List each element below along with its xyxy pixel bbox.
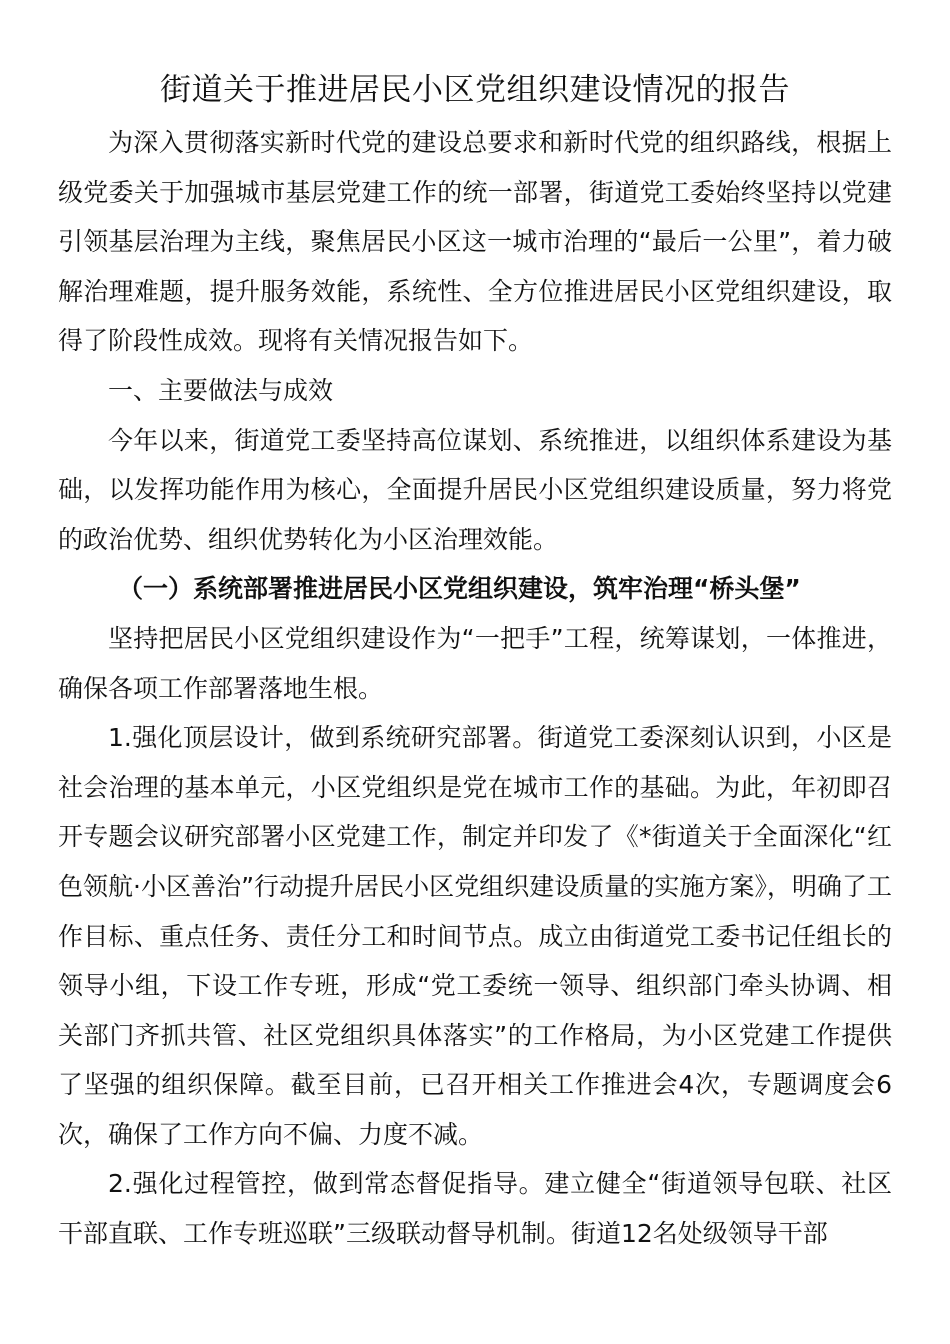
subsection-body-paragraph: 坚持把居民小区党组织建设作为“一把手”工程，统筹谋划，一体推进，确保各项工作部署落地生根。: [58, 623, 892, 703]
section-heading: 一、主要做法与成效: [108, 375, 334, 405]
intro-paragraph: 为深入贯彻落实新时代党的建设总要求和新时代党的组织路线，根据上级党委关于加强城市基层党建工作的统一部署，街道党工委始终坚持以党建引领基层治理为主线，聚焦居民小区这一城市治理的“最后一公里”，着力破解治理难题，提升服务效能，系统性、全方位推进居民小区党组织建设，取得了阶段性成效。现将有关情况报告如下。: [58, 128, 892, 356]
subsection-heading: （一）系统部署推进居民小区党组织建设，筑牢治理“桥头堡”: [118, 574, 801, 604]
item-2-paragraph: 2.强化过程管控，做到常态督促指导。建立健全“街道领导包联、社区干部直联、工作专班巡联”三级联动督导机制。街道12名处级领导干部: [58, 1169, 892, 1249]
document-title: 街道关于推进居民小区党组织建设情况的报告: [160, 72, 790, 108]
section-body-paragraph: 今年以来，街道党工委坚持高位谋划、系统推进，以组织体系建设为基础，以发挥功能作用为核心，全面提升居民小区党组织建设质量，努力将党的政治优势、组织优势转化为小区治理效能。: [58, 425, 892, 554]
item-1-paragraph: 1.强化顶层设计，做到系统研究部署。街道党工委深刻认识到，小区是社会治理的基本单元，小区党组织是党在城市工作的基础。为此，年初即召开专题会议研究部署小区党建工作，制定并印发了《*街道关于全面深化“红色领航·小区善治”行动提升居民小区党组织建设质量的实施方案》，明确了工作目标、重点任务、责任分工和时间节点。成立由街道党工委书记任组长的领导小组，下设工作专班，形成“党工委统一领导、组织部门牵头协调、相关部门齐抓共管、社区党组织具体落实”的工作格局，为小区党建工作提供了坚强的组织保障。截至目前，已召开相关工作推进会4次，专题调度会6次，确保了工作方向不偏、力度不减。: [58, 723, 892, 1149]
